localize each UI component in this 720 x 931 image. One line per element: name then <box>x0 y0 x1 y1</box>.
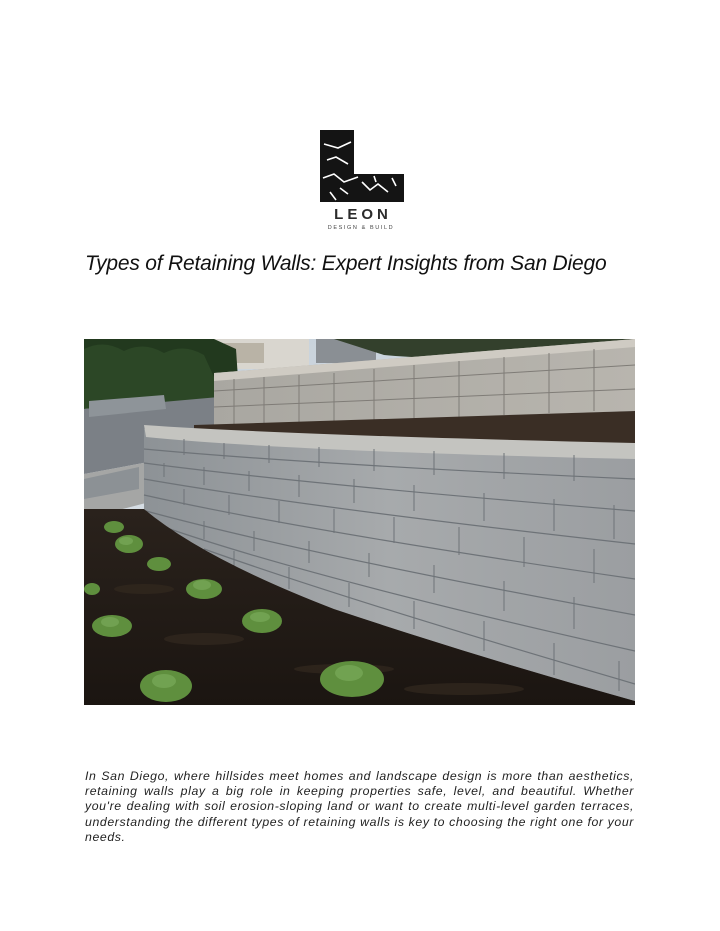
article-intro: In San Diego, where hillsides meet homes and landscape design is more than aesthetics, retaining walls play a big role in keeping properties safe, level, and beautiful. Whether you're dealing with soil erosion-sloping land or want to create multi-level garden terraces, understanding the different types of retaining walls is key to choosing the right one for your needs. <box>85 769 634 844</box>
brand-tagline: DESIGN & BUILD <box>327 225 395 231</box>
logo-mark-icon <box>318 130 404 202</box>
retaining-wall-photo <box>84 339 635 705</box>
brand-name: LEON <box>334 206 392 223</box>
brand-logo <box>315 130 407 236</box>
article-title: Types of Retaining Walls: Expert Insights from San Diego <box>85 252 607 275</box>
